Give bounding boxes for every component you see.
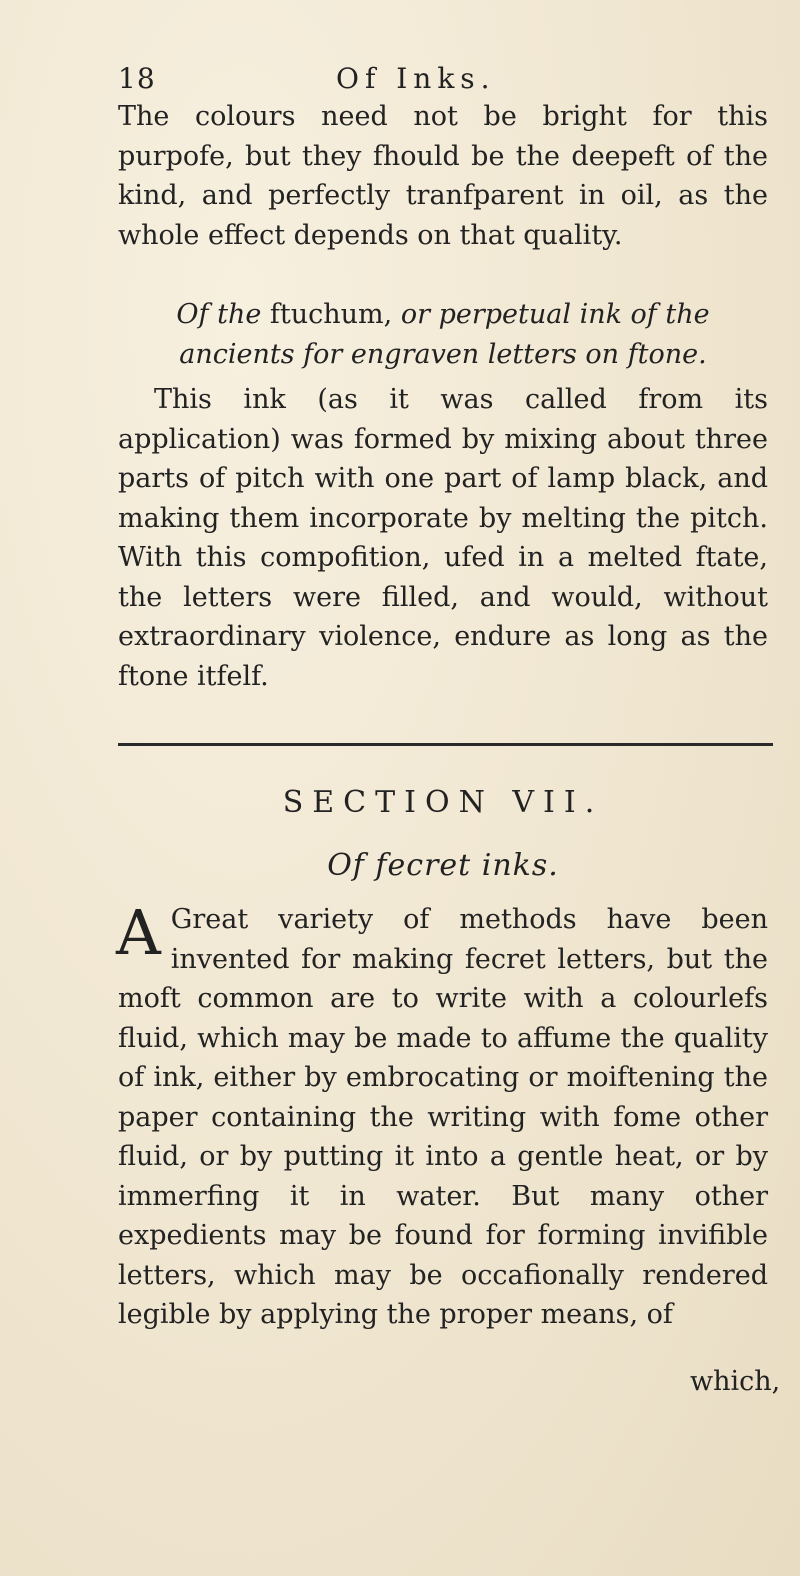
paragraph-2: This ink (as it was called from its application) was formed by mixing about three parts of pitch with one part of lamp black, and making them incorporate by melting the pitch. With this compofition, ufed in a melted ftate, the letters were filled, and would, without extraordinary violence, endure as long as the ftone itfelf. — [118, 384, 768, 692]
section-title: Of fecret inks. — [327, 848, 559, 883]
running-head: Of Inks. — [336, 62, 496, 95]
section-heading: SECTION VII. — [282, 785, 604, 820]
paragraph-1: The colours need not be bright for this purpofe, but they fhould be the deepeft of the kind, and perfectly tranfparent in oil, as the whole effect depends on that quality. — [118, 101, 768, 251]
drop-cap: A — [116, 896, 161, 969]
paragraph-3 — [116, 896, 768, 1335]
subheading-part-2: ftuchum, — [269, 299, 393, 330]
page-number: 18 — [118, 62, 156, 95]
subheading-part-3: or perpetual ink of the ancients for engraven letters on ftone. — [179, 299, 710, 370]
paragraph-3-text: Great variety of methods have been invented for making fecret letters, but the moft common are to write with a colourlefs fluid, which may be made to affume the quality of ink, either by embrocating or moiftening the paper containing the writing with fome other fluid, or by putting it into a gentle heat, or by immerfing it in water. But many other expedients may be found for forming invifible letters, which may be occafionally rendered legible by applying the proper means, of — [118, 904, 768, 1330]
catchword: which, — [690, 1366, 781, 1397]
subheading — [118, 295, 768, 374]
subheading-part-1: Of the — [176, 299, 270, 330]
section-divider-rule — [118, 743, 773, 746]
